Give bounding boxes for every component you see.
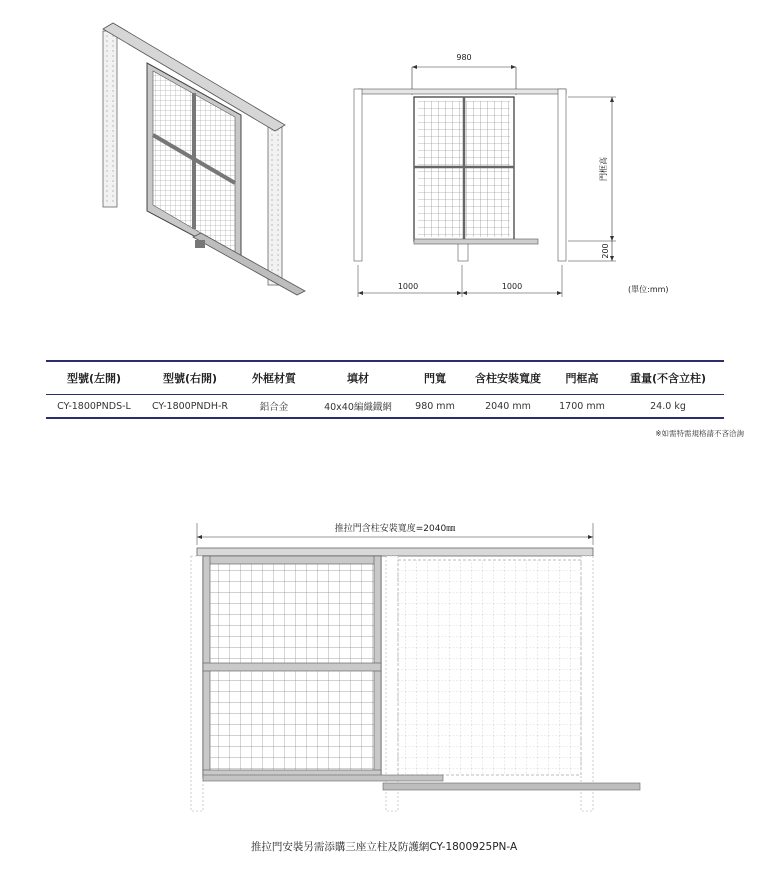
header-weight: 重量(不含立柱) [612, 361, 724, 395]
custom-spec-note: ※如需特需規格請不吝洽詢 [655, 429, 744, 438]
left-post [103, 31, 117, 207]
header-install-width: 含柱安裝寬度 [464, 361, 552, 395]
header-door-width: 門寬 [406, 361, 464, 395]
front-bottom-rail [414, 239, 538, 244]
front-post-right [558, 89, 566, 261]
front-top-rail [358, 89, 566, 94]
header-fill-material: 填材 [310, 361, 406, 395]
cell-door-width: 980 mm [406, 395, 464, 419]
cell-frame-material: 鋁合金 [238, 395, 310, 419]
cell-fill-material: 40x40編織鐵網 [310, 395, 406, 419]
isometric-door-drawing [95, 15, 310, 300]
cell-model-left: CY-1800PNDS-L [46, 395, 142, 419]
spec-table [46, 360, 724, 419]
install-post-right [581, 556, 593, 811]
install-post-left [191, 556, 203, 811]
spec-header-row [46, 361, 724, 395]
install-width-label: 推拉門含柱安裝寬度=2040㎜ [334, 524, 456, 534]
right-post [268, 125, 282, 285]
dim-bottom-height: 200 [601, 243, 610, 259]
dim-frame-height: 門框高 [599, 157, 608, 181]
caption: 推拉門安裝另需添購三座立柱及防護網CY-1800925PN-A [250, 841, 518, 853]
install-bottom-rail [203, 775, 443, 781]
cell-install-width: 2040 mm [464, 395, 552, 419]
fence-panel [398, 560, 581, 775]
dim-door-width: 980 [456, 53, 472, 62]
header-frame-material: 外框材質 [238, 361, 310, 395]
header-model-left: 型號(左開) [46, 361, 142, 395]
cell-weight: 24.0 kg [612, 395, 724, 419]
install-extended-rail [383, 783, 640, 790]
dim-right-span: 1000 [501, 282, 523, 291]
dim-left-span: 1000 [397, 282, 419, 291]
front-post-left [354, 89, 362, 261]
install-post-middle [386, 556, 398, 811]
bottom-rail [193, 233, 305, 295]
header-frame-height: 門框高 [552, 361, 612, 395]
unit-note: (單位:mm) [628, 285, 669, 294]
header-model-right: 型號(右開) [142, 361, 238, 395]
install-top-rail [197, 548, 593, 556]
front-view-drawing [340, 45, 690, 305]
installation-drawing [185, 515, 645, 815]
cell-frame-height: 1700 mm [552, 395, 612, 419]
cell-model-right: CY-1800PNDH-R [142, 395, 238, 419]
table-row [46, 395, 724, 419]
